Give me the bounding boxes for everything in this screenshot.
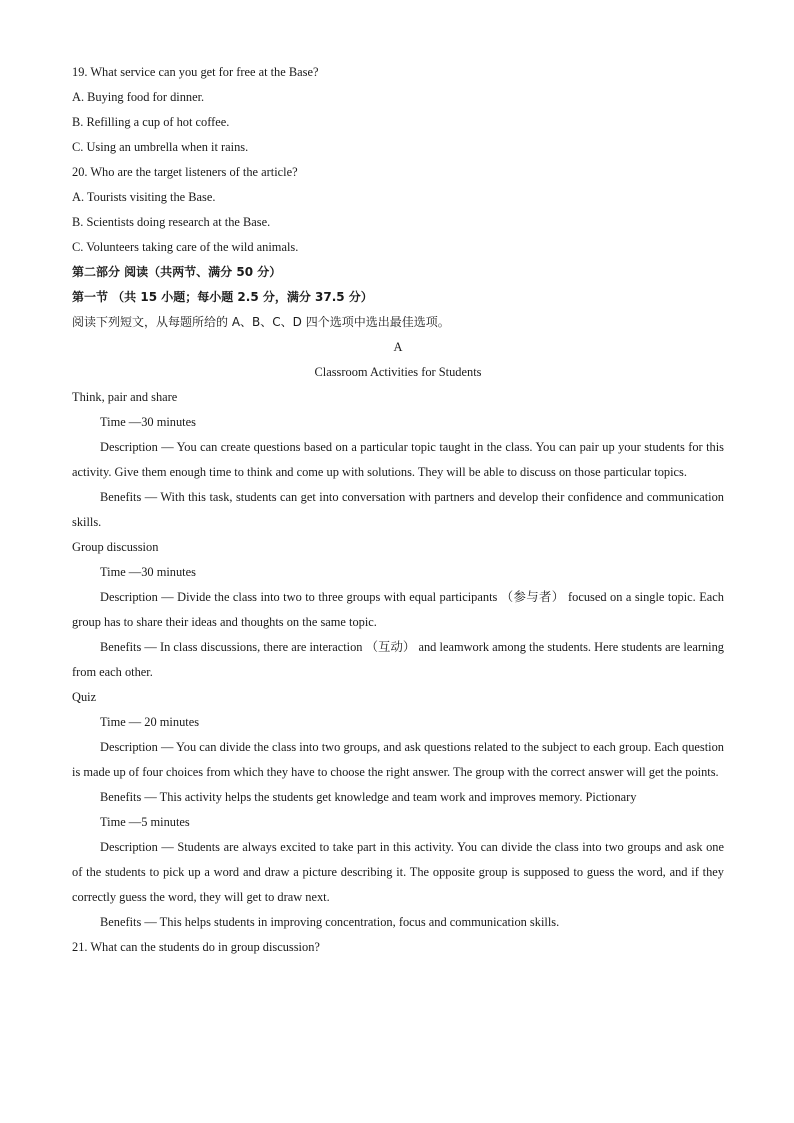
activity-think-pair-share [72,385,724,535]
activity-description: Description — Students are always excited to take part in this activity. You can divide the class into two groups and ask one of the students to pick up a word and draw a picture describing it. The opposite group is supposed to guess the word, and if they correctly guess the word, they will get to draw next. [72,840,724,904]
activity-time: Time — 20 minutes [100,715,200,729]
activity-quiz [72,685,724,810]
activity-benefits: Benefits — With this task, students can get into conversation with partners and develop their confidence and communication skills. [72,490,724,529]
part-title: 第二部分 阅读（共两节、满分 50 分） [72,265,282,279]
option-c: C. Volunteers taking care of the wild animals. [72,240,299,254]
activity-benefits: Benefits — This helps students in improving concentration, focus and communication skills. [100,915,560,929]
section-subtitle: 第一节 （共 15 小题；每小题 2.5 分，满分 37.5 分） [72,290,373,304]
question-20 [72,160,724,260]
question-19 [72,60,724,160]
activity-description: Description — Divide the class into two to three groups with equal participants （参与者） focused on a single topic. Each group has to share their ideas and thoughts on the same topic. [72,590,724,629]
activity-pictionary [72,810,724,935]
activity-description: Description — You can divide the class into two groups, and ask questions related to the subject to each group. Each question is made up of four choices from which they have to choose the right answer. The group with the correct answer will get the points. [72,740,724,779]
section-instruction: 阅读下列短文，从每题所给的 A、B、C、D 四个选项中选出最佳选项。 [72,315,450,329]
activity-time: Time —30 minutes [100,415,196,429]
option-a: A. Buying food for dinner. [72,90,205,104]
option-b: B. Scientists doing research at the Base. [72,215,271,229]
passage-letter: A [393,340,403,354]
option-c: C. Using an umbrella when it rains. [72,140,249,154]
activity-benefits: Benefits — This activity helps the students get knowledge and team work and improves memory. Pictionary [100,790,637,804]
activity-name: Think, pair and share [72,390,178,404]
activity-time: Time —30 minutes [100,565,196,579]
activity-description: Description — You can create questions based on a particular topic taught in the class. You can pair up your students for this activity. Give them enough time to think and come up with solutions. They will be able to discuss on those particular topics. [72,440,724,479]
question-stem: 20. Who are the target listeners of the article? [72,165,298,179]
passage-title: Classroom Activities for Students [314,365,482,379]
question-stem: 21. What can the students do in group discussion? [72,940,320,954]
option-a: A. Tourists visiting the Base. [72,190,216,204]
option-b: B. Refilling a cup of hot coffee. [72,115,230,129]
question-stem: 19. What service can you get for free at the Base? [72,65,319,79]
activity-name: Group discussion [72,540,159,554]
activity-name: Quiz [72,690,97,704]
document-page [72,60,724,960]
activity-group-discussion [72,535,724,685]
question-21 [72,935,724,960]
activity-time: Time —5 minutes [100,815,190,829]
activity-benefits: Benefits — In class discussions, there are interaction （互动） and leamwork among the students. Here students are learning from each other. [72,640,724,679]
